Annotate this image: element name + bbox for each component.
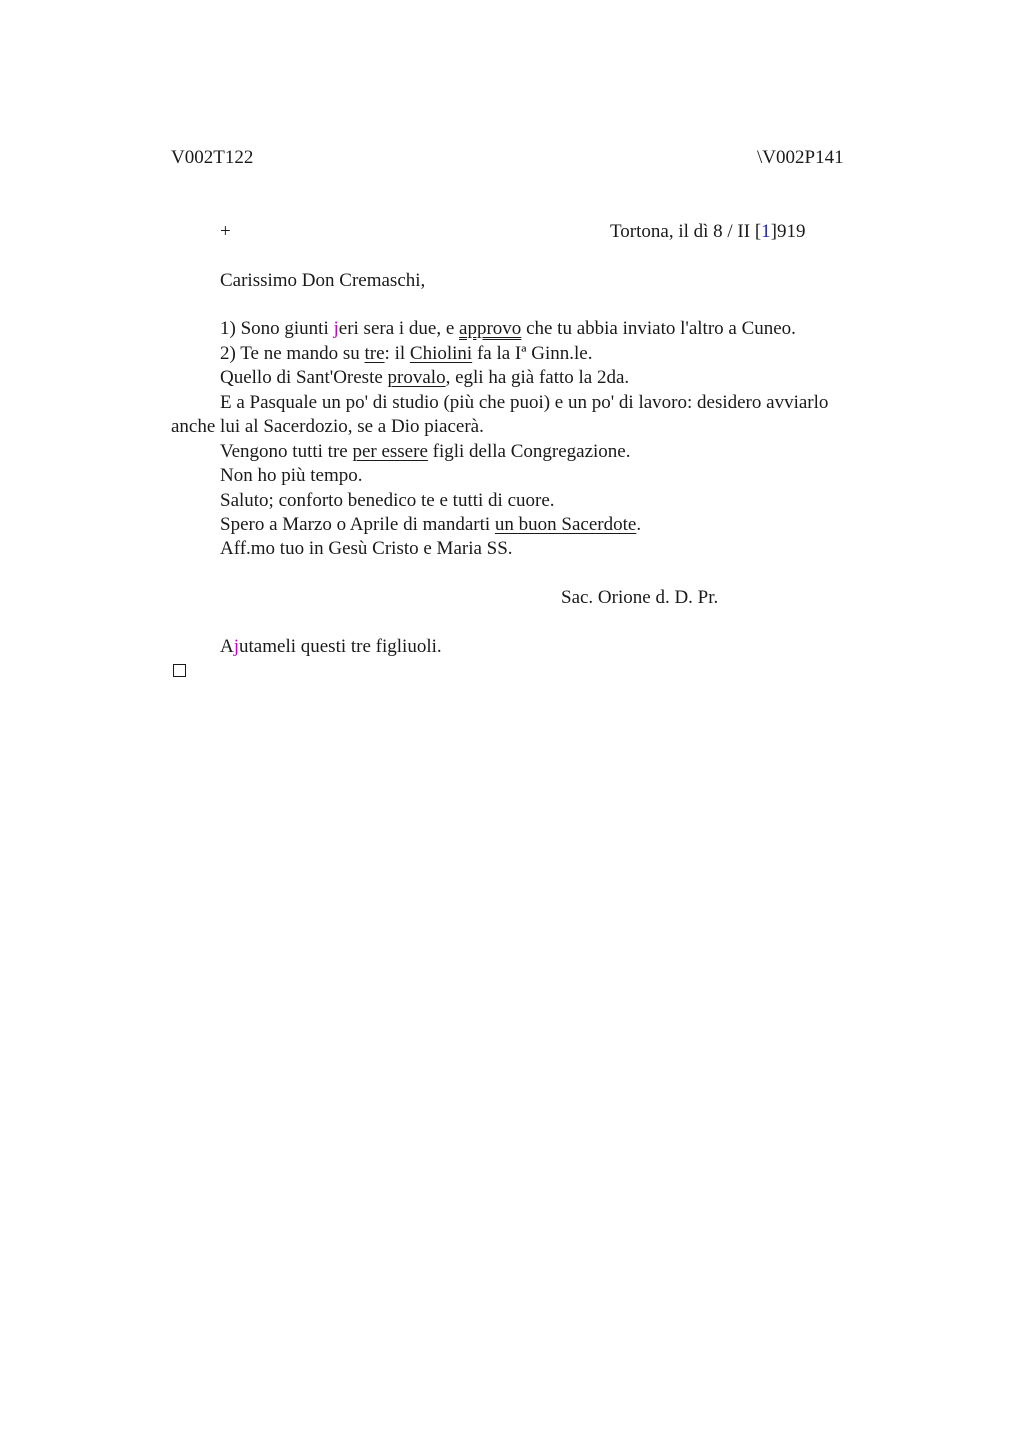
text: Quello di Sant'Oreste — [220, 367, 388, 388]
underlined-word: Chiolini — [409, 343, 473, 364]
body-line-9: Aff.mo tuo in Gesù Cristo e Maria SS. — [220, 538, 513, 559]
dateline-year: ]919 — [770, 221, 806, 242]
body-line-3 — [220, 366, 629, 390]
text: : il — [384, 343, 410, 364]
text: A — [220, 636, 234, 657]
text: , egli ha già fatto la 2da. — [445, 367, 630, 388]
dateline-digit: 1 — [761, 221, 771, 242]
signature: Sac. Orione d. D. Pr. — [561, 587, 719, 608]
header-right-code: \V002P141 — [757, 147, 844, 168]
body-line-7: Saluto; conforto benedico te e tutti di cuore. — [220, 490, 555, 511]
postscript — [220, 635, 442, 659]
highlight-j: j — [233, 636, 240, 657]
body-line-4a: E a Pasquale un po' di studio (più che puoi) e un po' di lavoro: desidero avviarlo — [220, 392, 829, 413]
body-line-6: Non ho più tempo. — [220, 465, 363, 486]
text: fa la Iª Ginn.le. — [472, 343, 593, 364]
body-line-4b: anche lui al Sacerdozio, se a Dio piacerà. — [171, 416, 484, 437]
text: Spero a Marzo o Aprile di mandarti — [220, 514, 495, 535]
underlined-word: per essere — [352, 441, 428, 462]
text: che tu abbia inviato l'altro a Cuneo. — [521, 318, 796, 339]
salutation: Carissimo Don Cremaschi, — [220, 270, 426, 291]
text: . — [636, 514, 642, 535]
dateline-text: Tortona, il dì 8 / II [ — [610, 221, 762, 242]
text: figli della Congregazione. — [427, 441, 631, 462]
text: eri sera i due, e — [338, 318, 460, 339]
body-line-8 — [220, 513, 641, 537]
highlight-j: j — [333, 318, 339, 339]
body-line-5 — [220, 440, 631, 464]
text: 2) Te ne mando su — [220, 343, 365, 364]
body-line-2 — [220, 342, 592, 366]
double-underlined-word: approvo — [459, 318, 522, 339]
text: Vengono tutti tre — [220, 441, 353, 462]
cross-mark: + — [220, 221, 231, 242]
header-left-code: V002T122 — [171, 147, 254, 168]
underlined-word: tre — [364, 343, 385, 364]
end-square-icon — [173, 664, 186, 677]
body-line-1 — [220, 317, 796, 341]
underlined-word: provalo — [387, 367, 446, 388]
text: utameli questi tre figliuoli. — [239, 636, 442, 657]
dateline — [610, 220, 806, 244]
underlined-word: un buon Sacerdote — [494, 514, 637, 535]
text: 1) Sono giunti — [220, 318, 334, 339]
